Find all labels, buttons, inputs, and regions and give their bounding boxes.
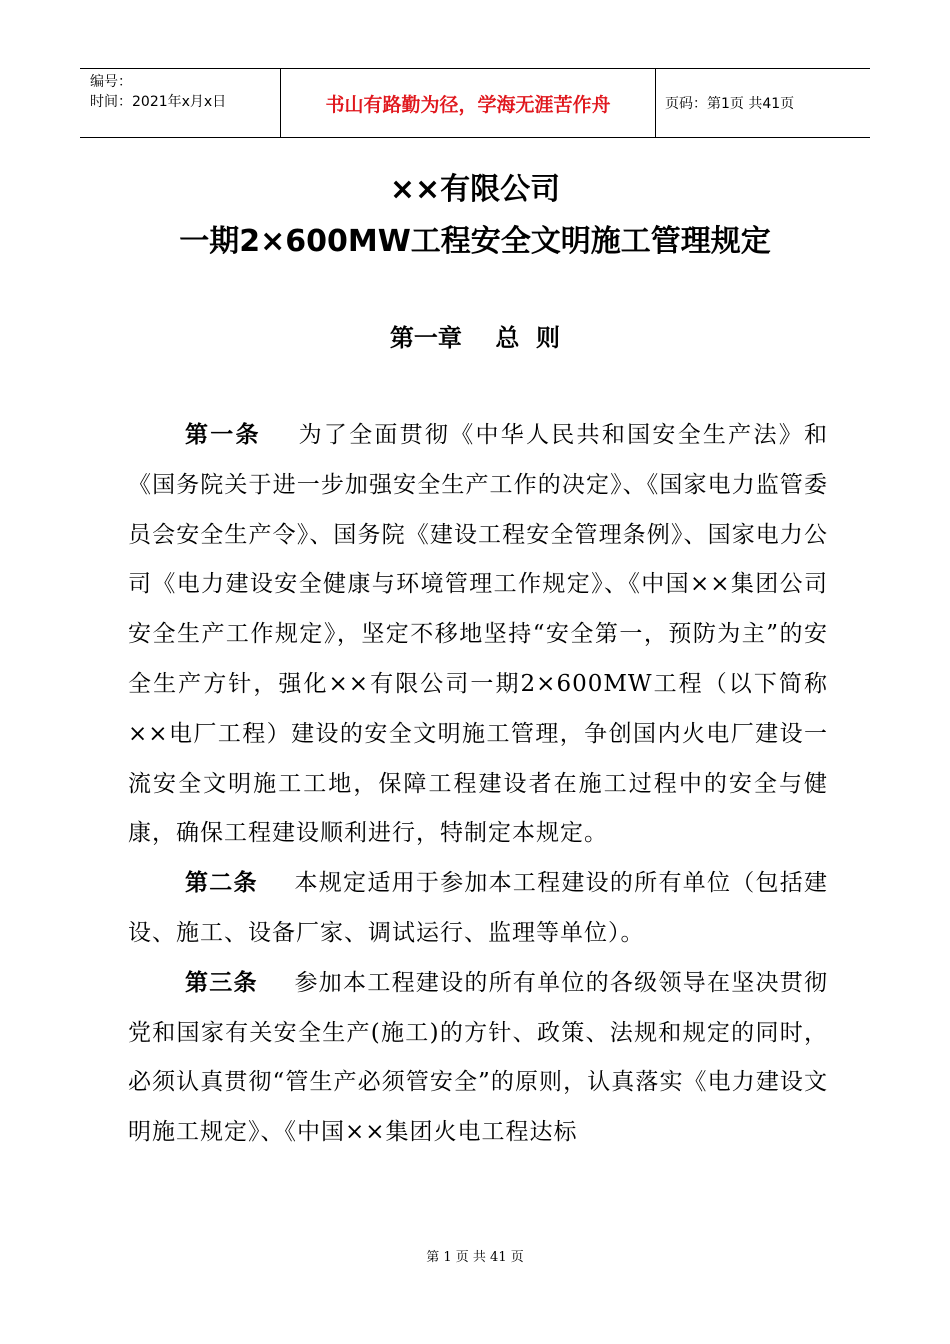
article-text: 参加本工程建设的所有单位的各级领导在坚决贯彻党和国家有关安全生产(施工)的方针、政策、法规和规定的同时，必须认真贯彻“管生产必须管安全”的原则，认真落实《电力建设文明施工规定》、《中国××集团火电工程达标 [128, 969, 829, 1146]
regulation-title: 一期2×600MW工程安全文明施工管理规定 [179, 224, 771, 259]
document-number-label: 编号： [90, 74, 132, 90]
article-paragraph [128, 859, 828, 959]
document-time-label: 时间：2021年x月x日 [90, 94, 227, 110]
document-body [128, 411, 828, 1158]
document-header [80, 68, 870, 138]
article-label: 第一条 [185, 422, 261, 448]
chapter-heading: 第一章 总 则 [389, 324, 561, 352]
article-text: 本规定适用于参加本工程建设的所有单位（包括建设、施工、设备厂家、调试运行、监理等单位）。 [128, 870, 829, 946]
article-label: 第三条 [185, 969, 258, 996]
article-paragraph [128, 959, 828, 1158]
company-title: ××有限公司 [389, 172, 561, 207]
article-label: 第二条 [185, 870, 258, 897]
header-page-info: 页码：第1页 共41页 [665, 96, 795, 112]
page-footer: 第 1 页 共 41 页 [426, 1250, 524, 1265]
header-meta-cell [80, 69, 281, 137]
article-text: 为了全面贯彻《中华人民共和国安全生产法》和《国务院关于进一步加强安全生产工作的决定》、《国家电力监管委员会安全生产令》、国务院《建设工程安全管理条例》、国家电力公司《电力建设安全健康与环境管理工作规定》、《中国××集团公司安全生产工作规定》，坚定不移地坚持“安全第一，预防为主”的安全生产方针，强化××有限公司一期2×600MW工程（以下简称××电厂工程）建设的安全文明施工管理，争创国内火电厂建设一流安全文明施工工地，保障工程建设者在施工过程中的安全与健康，确保工程建设顺利进行，特制定本规定。 [128, 422, 828, 847]
article-paragraph [128, 411, 828, 859]
header-motto: 书山有路勤为径，学海无涯苦作舟 [281, 69, 656, 137]
